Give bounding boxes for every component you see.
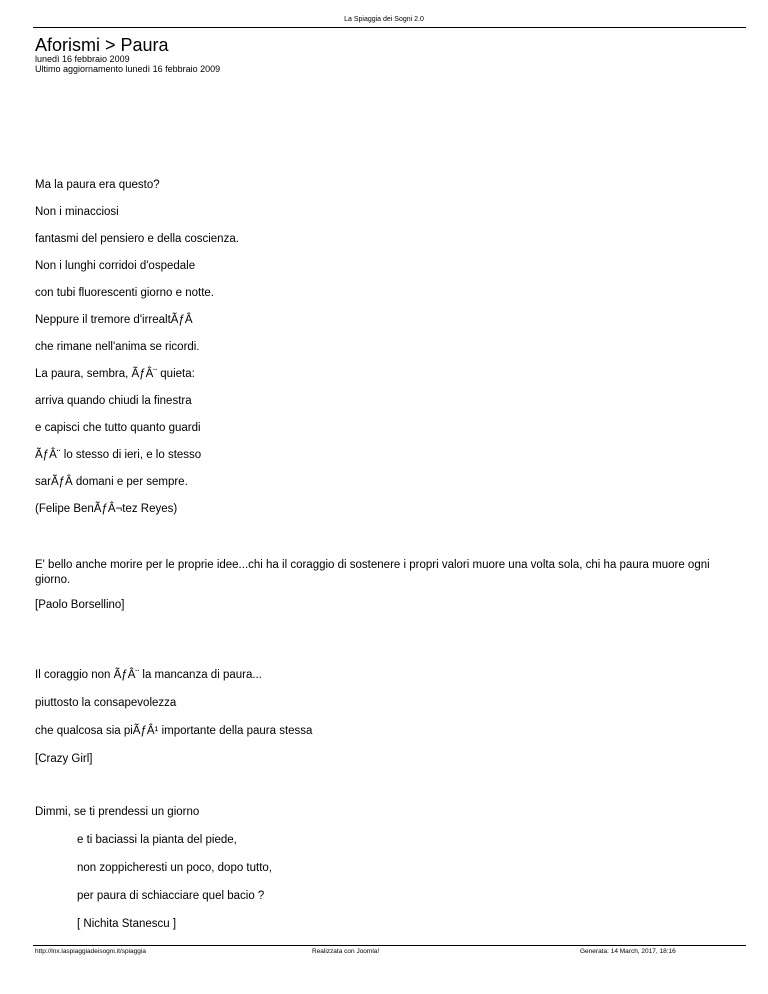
site-header: La Spiaggia dei Sogni 2.0: [344, 16, 424, 23]
quote-author: [Paolo Borsellino]: [35, 599, 125, 611]
footer-divider: [33, 945, 746, 946]
poem-line: Neppure il tremore d'irrealtÃƒÂ: [35, 314, 193, 326]
poem-line: fantasmi del pensiero e della coscienza.: [35, 233, 239, 245]
poem-line: Non i minacciosi: [35, 206, 119, 218]
header-divider: [33, 27, 746, 28]
poem-line: che rimane nell'anima se ricordi.: [35, 341, 200, 353]
quote-paragraph: E' bello anche morire per le proprie idee...chi ha il coraggio di sostenere i propri valori muore una volta sola, chi ha paura muore ogni giorno.: [35, 559, 710, 586]
quote-line: Il coraggio non ÃƒÂ¨ la mancanza di paura...: [35, 669, 262, 681]
footer-generated-date: Generata: 14 March, 2017, 18:16: [580, 948, 676, 955]
article-title: Aforismi > Paura: [35, 35, 169, 55]
updated-date: Ultimo aggiornamento lunedì 16 febbraio 2009: [35, 64, 221, 74]
poem-line: per paura di schiacciare quel bacio ?: [77, 890, 265, 902]
poem-line: Ma la paura era questo?: [35, 179, 160, 191]
poem-line: sarÃƒÂ domani e per sempre.: [35, 476, 188, 488]
poem-line: ÃƒÂ¨ lo stesso di ieri, e lo stesso: [35, 449, 202, 461]
poem-author: (Felipe BenÃƒÂ¬tez Reyes): [35, 503, 178, 515]
footer-powered-by: Realizzata con Joomla!: [312, 948, 380, 955]
poem-line: La paura, sembra, ÃƒÂ¨ quieta:: [35, 368, 195, 380]
poem-line: e capisci che tutto quanto guardi: [35, 422, 201, 434]
poem-line: con tubi fluorescenti giorno e notte.: [35, 287, 215, 299]
created-date: lunedì 16 febbraio 2009: [35, 54, 130, 64]
footer-url-link[interactable]: http://lnx.laspiaggiadeisogni.it/spiaggia: [35, 948, 146, 955]
poem-author: [ Nichita Stanescu ]: [77, 918, 177, 930]
poem-line: e ti baciassi la pianta del piede,: [77, 834, 237, 846]
poem-line: Dimmi, se ti prendessi un giorno: [35, 806, 200, 818]
quote-author: [Crazy Girl]: [35, 753, 93, 765]
poem-line: non zoppicheresti un poco, dopo tutto,: [77, 862, 273, 874]
poem-line: arriva quando chiudi la finestra: [35, 395, 192, 407]
poem-line: Non i lunghi corridoi d'ospedale: [35, 260, 196, 272]
quote-line: piuttosto la consapevolezza: [35, 697, 177, 709]
quote-line: che qualcosa sia piÃƒÂ¹ importante della paura stessa: [35, 725, 313, 737]
